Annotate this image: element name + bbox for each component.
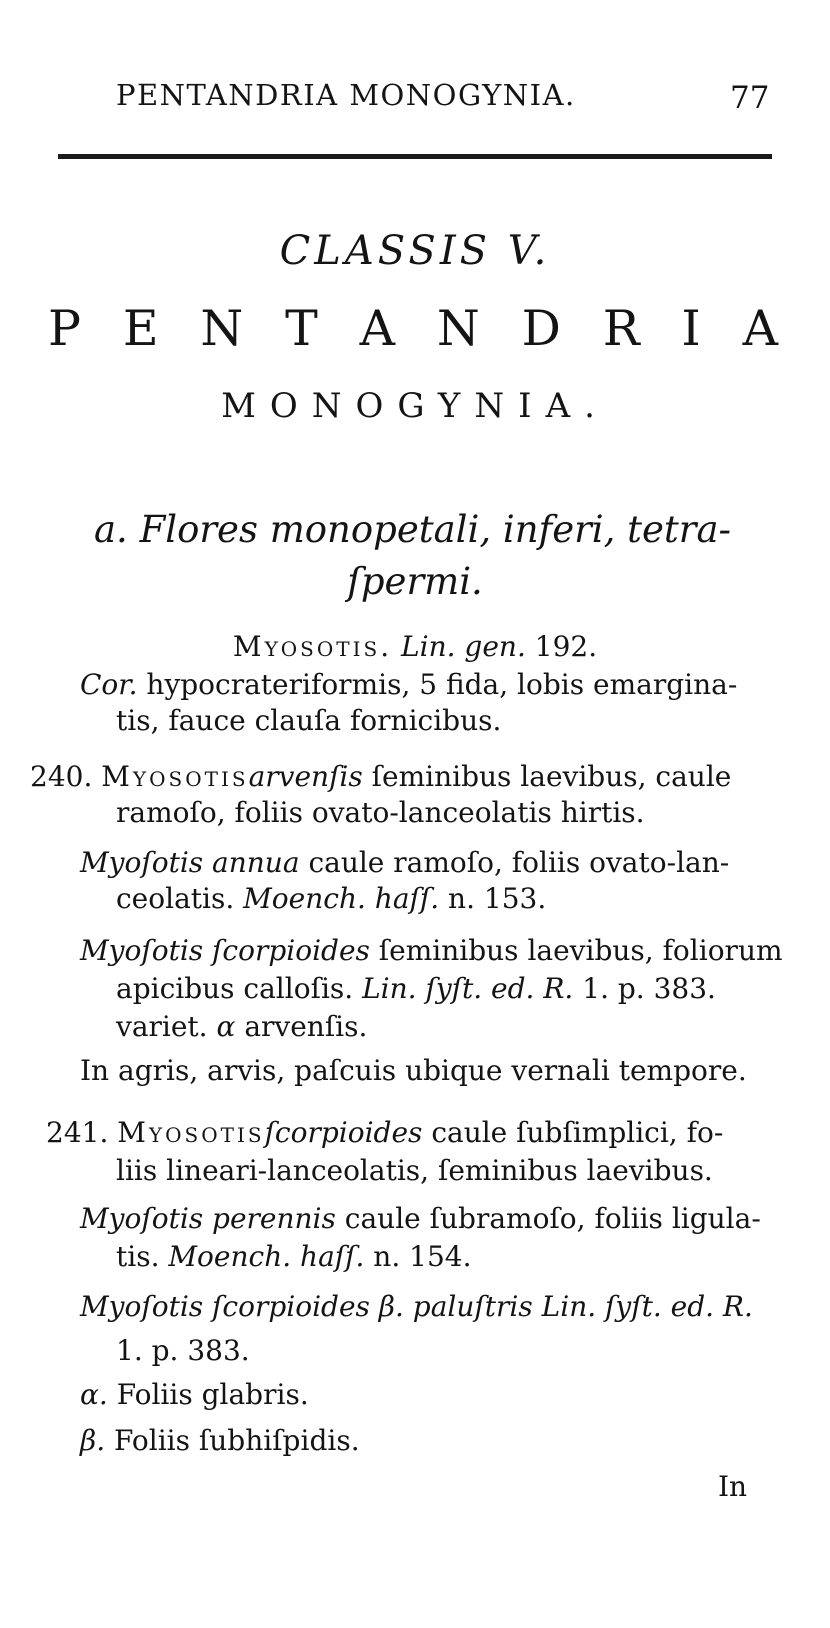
synonym-line: 1. p. 383. [116,1334,250,1367]
synonym-name: Myoſotis perennis [80,1202,336,1235]
header-rule [58,154,772,159]
class-name-letter: N [200,300,244,357]
synonym-text: apicibus calloſis. [116,972,354,1005]
variety-text: Foliis glabris. [116,1378,309,1411]
synonym-line [116,1240,471,1273]
synonym-text: ſeminibus laevibus, foliorum [378,934,783,967]
species-241-line2: liis lineari-lanceolatis, ſeminibus laevibus. [116,1154,713,1187]
section-heading-line2: ſpermi. [347,560,483,603]
corolla-text: hypocrateriformis, 5 fida, lobis emargina- [146,668,738,701]
variety-marker: α [216,1010,236,1043]
class-name-letter: T [285,300,318,357]
synonym-reference-number: n. 153. [448,882,547,915]
synonym-line [116,882,546,915]
synonym-text: arvenſis. [244,1010,368,1043]
variety-line [80,1378,309,1411]
genus-line [0,630,830,663]
species-number: 241. [46,1116,109,1149]
synonym-text: caule ramoſo, foliis ovato-lan- [308,846,730,879]
synonym-reference: Moench. haſſ. [243,882,440,915]
corolla-line2: tis, fauce clauſa fornicibus. [116,704,502,737]
synonym-text: tis. [116,1240,160,1273]
genus-name: Myosotis. [232,630,393,663]
class-name-letter: R [602,300,640,357]
variety-line [80,1424,360,1457]
corolla-label: Cor. [80,668,138,701]
species-240-line2: ramoſo, foliis ovato-lanceolatis hirtis. [116,796,645,829]
synonym-text: caule ſubramoſo, foliis ligula- [344,1202,761,1235]
species-description: ſeminibus laevibus, caule [371,760,732,793]
synonym-reference-number: 1. p. 383. [582,972,716,1005]
synonym-line [80,934,783,967]
synonym-line [116,972,716,1005]
species-epithet: arvenſis [248,760,363,793]
species-epithet: ſcorpioides [264,1116,423,1149]
synonym-text: ceolatis. [116,882,235,915]
class-name-letter: I [681,300,701,357]
variety-marker: β. [80,1424,106,1457]
catchword: In [718,1470,748,1503]
genus-ref-number: 192. [534,630,598,663]
page-number: 77 [730,80,770,116]
order-name: MONOGYNIA. [221,386,609,426]
species-241-line1 [46,1116,723,1149]
synonym-line [80,1290,753,1323]
species-genus: Myosotis [101,760,249,793]
genus-ref: Lin. gen. [401,630,526,663]
class-name-letter: A [742,300,778,357]
class-name-letter: N [436,300,480,357]
class-name-letter: D [521,300,561,357]
synonym-line [80,1202,761,1235]
variety-marker: β. [378,1290,404,1323]
synonym-name: Myoſotis ſcorpioides [80,1290,370,1323]
variety-marker: α. [80,1378,108,1411]
synonym-reference-number: n. 154. [373,1240,472,1273]
running-head: PENTANDRIA MONOGYNIA. [116,78,576,112]
species-description: caule ſubſimplici, fo- [431,1116,724,1149]
synonym-reference: Lin. ſyſt. ed. R. [541,1290,753,1323]
habitat-line: In agris, arvis, paſcuis ubique vernali tempore. [80,1054,747,1087]
corolla-line1 [80,668,737,701]
synonym-name: Myoſotis annua [80,846,300,879]
class-name [48,300,778,357]
synonym-reference: Moench. haſſ. [168,1240,365,1273]
species-240-line1 [30,760,731,793]
synonym-line [80,846,729,879]
synonym-name: Myoſotis ſcorpioides [80,934,370,967]
synonym-reference: Lin. ſyſt. ed. R. [362,972,574,1005]
class-title: CLASSIS V. [279,228,551,274]
synonym-text: variet. [116,1010,208,1043]
species-genus: Myosotis [117,1116,265,1149]
variety-name: paluſtris [412,1290,533,1323]
class-name-letter: A [359,300,396,357]
section-heading-line1: a. Flores monopetali, inferi, tetra- [94,508,732,551]
class-name-letter: P [48,300,81,357]
species-number: 240. [30,760,93,793]
class-name-letter: E [122,300,159,357]
synonym-line [116,1010,367,1043]
variety-text: Foliis ſubhiſpidis. [114,1424,360,1457]
